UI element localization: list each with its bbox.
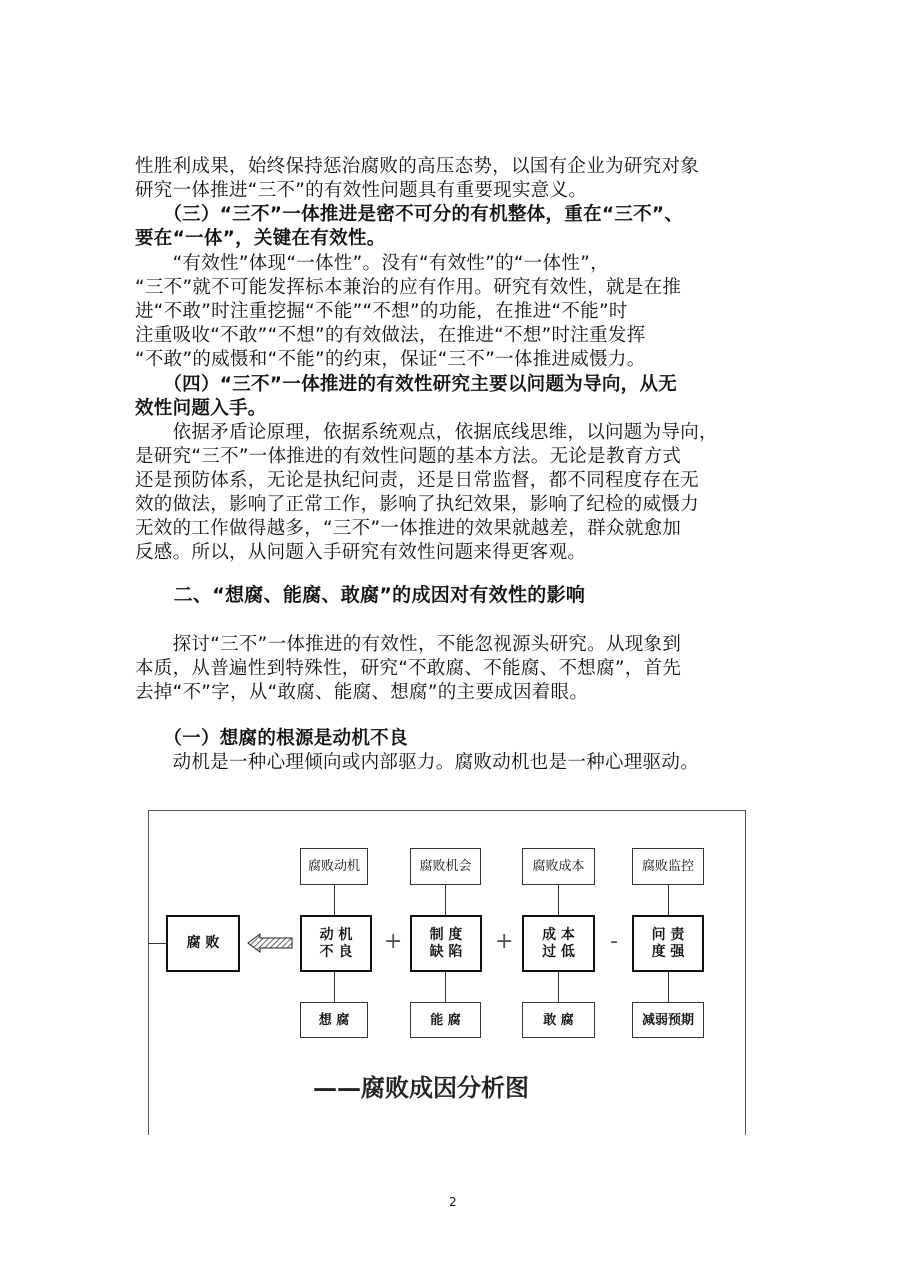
connector-line [445,972,446,1002]
plus-operator: + [495,929,514,954]
label-dare-corrupt: 敢 腐 [522,1002,595,1038]
section-heading: 二、“想腐、能腐、敢腐”的成因对有效性的影响 [135,584,586,606]
connector-line [668,972,669,1002]
paragraph-line: 效的做法，影响了正常工作，影响了执纪效果，影响了纪检的威慑力 [135,494,700,515]
page-number: 2 [449,1195,457,1209]
box-low-cost: 成 本 过 低 [522,915,595,972]
label-corruption-motive: 腐败动机 [300,848,368,885]
paragraph-line: 注重吸收“不敢”“不想”的有效做法，在推进“不想”时注重发挥 [135,325,646,346]
paragraph-line: 本质，从普遍性到特殊性，研究“不敢腐、不能腐、不想腐”，首先 [135,658,682,679]
paragraph-line: 去掉“不”字，从“敢腐、能腐、想腐”的主要成因着眼。 [135,682,589,703]
connector-line [148,943,166,944]
paragraph-line: 还是预防体系，无论是执纪问责，还是日常监督，都不同程度存在无 [135,470,700,491]
diagram-border [745,810,746,1135]
paragraph-line: 反感。所以，从问题入手研究有效性问题来得更客观。 [135,542,587,563]
diagram-caption: ——腐败成因分析图 [313,1073,529,1102]
sub-paragraph-line: 动机是一种心理倾向或内部驱力。腐败动机也是一种心理驱动。 [135,752,700,773]
box-system-defect: 制 度 缺 陷 [410,915,482,972]
box-corruption-label: 腐 败 [186,935,220,951]
plus-operator: + [384,929,403,954]
connector-line [334,885,335,915]
paragraph-line: 性胜利成果，始终保持惩治腐败的高压态势，以国有企业为研究对象 [135,156,700,177]
diagram-border [148,810,745,811]
label-corruption-opportunity: 腐败机会 [410,848,481,885]
paragraph-line: （三）“三不”一体推进是密不可分的有机整体，重在“三不”、 [135,204,684,225]
paragraph-line: “有效性”体现“一体性”。没有“有效性”的“一体性”， [135,253,609,274]
paragraph-line: （四）“三不”一体推进的有效性研究主要以问题为导向，从无 [135,374,678,395]
paragraph-line: 无效的工作做得越多，“三不”一体推进的效果就越差，群众就愈加 [135,518,682,539]
paragraph-line: 研究一体推进“三不”的有效性问题具有重要现实意义。 [135,180,588,201]
label-reduced-expectation: 减弱预期 [632,1002,704,1038]
minus-operator: - [610,929,618,954]
paragraph-line: “不敢”的威慑和“不能”的约束，保证“三不”一体推进威慑力。 [135,349,646,370]
paragraph-line: 进“不敢”时注重挖掘“不能”“不想”的功能，在推进“不能”时 [135,301,628,322]
label-corruption-cost: 腐败成本 [522,848,595,885]
connector-line [445,885,446,915]
connector-line [558,972,559,1002]
paragraph-line: “三不”就不可能发挥标本兼治的应有作用。研究有效性，就是在推 [135,277,682,298]
connector-line [668,885,669,915]
corruption-cause-diagram [148,810,748,1135]
connector-line [558,885,559,915]
connector-line [334,972,335,1002]
left-arrow-icon [246,932,294,954]
box-strong-accountability: 问 责 度 强 [632,915,704,972]
paragraph-line: 是研究“三不”一体推进的有效性问题的基本方法。无论是教育方式 [135,446,682,467]
label-can-corrupt: 能 腐 [410,1002,481,1038]
box-bad-motive: 动 机 不 良 [300,915,372,972]
label-want-corrupt: 想 腐 [300,1002,368,1038]
paragraph-line: 效性问题入手。 [135,398,267,419]
label-corruption-monitoring: 腐败监控 [632,848,704,885]
paragraph-line: 依据矛盾论原理，依据系统观点，依据底线思维，以问题为导向， [135,422,718,443]
sub-heading: （一）想腐的根源是动机不良 [135,728,408,749]
paragraph-line: 要在“一体”，关键在有效性。 [135,228,386,249]
paragraph-line: 探讨“三不”一体推进的有效性，不能忽视源头研究。从现象到 [135,634,682,655]
box-corruption [166,915,240,972]
diagram-border [148,810,149,1135]
